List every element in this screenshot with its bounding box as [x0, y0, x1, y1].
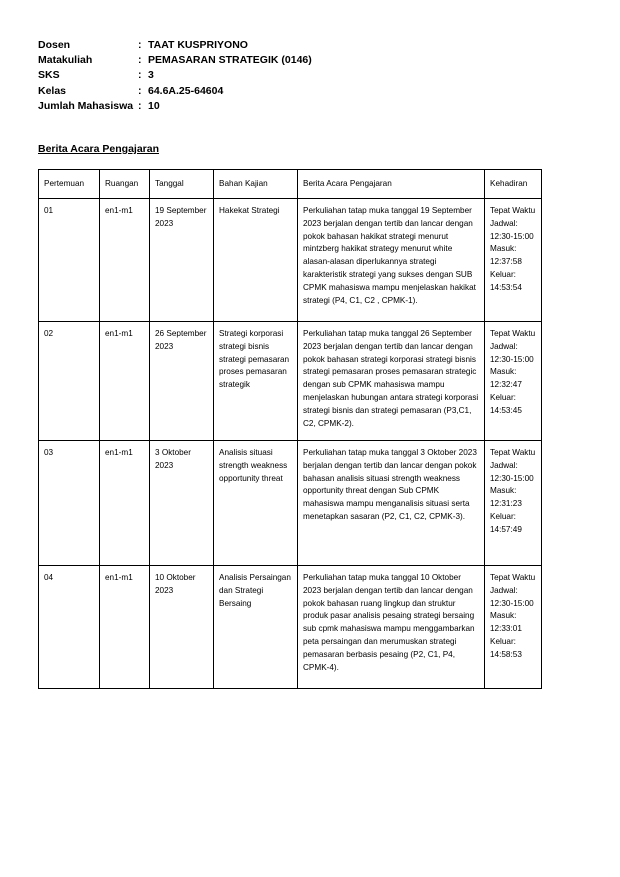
course-info — [38, 38, 312, 114]
cell-pertemuan: 01 — [39, 199, 100, 322]
cell-tanggal: 26 September 2023 — [150, 322, 214, 441]
header-kehadiran: Kehadiran — [485, 170, 542, 199]
kelas-value: 64.6A.25-64604 — [148, 84, 224, 97]
section-title: Berita Acara Pengajaran — [38, 143, 160, 155]
cell-pertemuan: 03 — [39, 441, 100, 566]
info-row-jumlah — [38, 99, 312, 114]
cell-tanggal: 19 September 2023 — [150, 199, 214, 322]
dosen-colon: : — [138, 39, 142, 51]
info-row-dosen — [38, 38, 312, 53]
sks-value: 3 — [148, 69, 154, 82]
cell-berita-acara: Perkuliahan tatap muka tanggal 10 Oktober 2023 berjalan dengan tertib dan lancar dengan pokok bahasan ruang lingkup dan struktur produk pasar analisis pesaing strategi bersaing sub cpmk mahasiswa mampu menggambarkan peta persaingan dan merumuskan strategi pemasaran berbasis pesaing (P2, C1, P4, CPMK-4). — [298, 566, 485, 689]
cell-ruangan: en1-m1 — [100, 441, 150, 566]
cell-bahan-kajian: Analisis Persaingan dan Strategi Bersaing — [214, 566, 298, 689]
cell-kehadiran: Tepat Waktu Jadwal: 12:30-15:00 Masuk: 12:31:23 Keluar: 14:57:49 — [485, 441, 542, 566]
info-row-sks — [38, 68, 312, 83]
table-row — [39, 441, 542, 566]
table-row — [39, 199, 542, 322]
cell-ruangan: en1-m1 — [100, 199, 150, 322]
header-bahan-kajian: Bahan Kajian — [214, 170, 298, 199]
report-table — [38, 169, 542, 689]
cell-pertemuan: 04 — [39, 566, 100, 689]
jumlah-label: Jumlah Mahasiswa — [38, 99, 134, 112]
jumlah-value: 10 — [148, 99, 160, 112]
header-tanggal: Tanggal — [150, 170, 214, 199]
matakuliah-value: PEMASARAN STRATEGIK (0146) — [148, 54, 312, 67]
sks-label: SKS — [38, 69, 60, 82]
cell-bahan-kajian: Hakekat Strategi — [214, 199, 298, 322]
cell-ruangan: en1-m1 — [100, 566, 150, 689]
matakuliah-label: Matakuliah — [38, 54, 93, 67]
dosen-label: Dosen — [38, 39, 71, 51]
kelas-label: Kelas — [38, 84, 67, 97]
kelas-colon: : — [138, 84, 142, 97]
cell-kehadiran: Tepat Waktu Jadwal: 12:30-15:00 Masuk: 12:32:47 Keluar: 14:53:45 — [485, 322, 542, 441]
header-pertemuan: Pertemuan — [39, 170, 100, 199]
cell-berita-acara: Perkuliahan tatap muka tanggal 26 September 2023 berjalan dengan tertib dan lancar dengan pokok bahasan strategi korporasi strategi bisnis strategi pemasaran proses pemasaran strategic dengan sub CPMK mahasiswa mampu menjelaskan hubungan antara strategi korporasi strategi bisnis dan strategi pemasaran (P3,C1, C2, CPMK-2). — [298, 322, 485, 441]
table-header-row — [39, 170, 542, 199]
table-row — [39, 566, 542, 689]
cell-bahan-kajian: Analisis situasi strength weakness opportunity threat — [214, 441, 298, 566]
dosen-value: TAAT KUSPRIYONO — [148, 39, 248, 51]
sks-colon: : — [138, 69, 142, 82]
info-row-matakuliah — [38, 53, 312, 68]
header-ruangan: Ruangan — [100, 170, 150, 199]
matakuliah-colon: : — [138, 54, 142, 67]
cell-ruangan: en1-m1 — [100, 322, 150, 441]
jumlah-colon: : — [138, 99, 142, 112]
cell-tanggal: 10 Oktober 2023 — [150, 566, 214, 689]
cell-berita-acara: Perkuliahan tatap muka tanggal 3 Oktober 2023 berjalan dengan tertib dan lancar dengan pokok bahasan analisis situasi strength weakness opportunity threat dengan Sub CPMK mahasiswa mampu menganalisis situasi serta menetapkan sasaran (P2, C1, C2, CPMK-3). — [298, 441, 485, 566]
header-berita-acara: Berita Acara Pengajaran — [298, 170, 485, 199]
cell-bahan-kajian: Strategi korporasi strategi bisnis strategi pemasaran proses pemasaran strategik — [214, 322, 298, 441]
cell-berita-acara: Perkuliahan tatap muka tanggal 19 September 2023 berjalan dengan tertib dan lancar dengan pokok bahasan hakikat strategi menurut mintzberg hakikat strategy menurut white alasan-alasan diperlukannya strategi karakteristik strategi yang sukses dengan SUB CPMK mahasiswa mampu menjelaskan hakikat strategi (P4, C1, C2 , CPMK-1). — [298, 199, 485, 322]
table-row — [39, 322, 542, 441]
cell-pertemuan: 02 — [39, 322, 100, 441]
cell-kehadiran: Tepat Waktu Jadwal: 12:30-15:00 Masuk: 12:33:01 Keluar: 14:58:53 — [485, 566, 542, 689]
cell-kehadiran: Tepat Waktu Jadwal: 12:30-15:00 Masuk: 12:37:58 Keluar: 14:53:54 — [485, 199, 542, 322]
cell-tanggal: 3 Oktober 2023 — [150, 441, 214, 566]
info-row-kelas — [38, 84, 312, 99]
